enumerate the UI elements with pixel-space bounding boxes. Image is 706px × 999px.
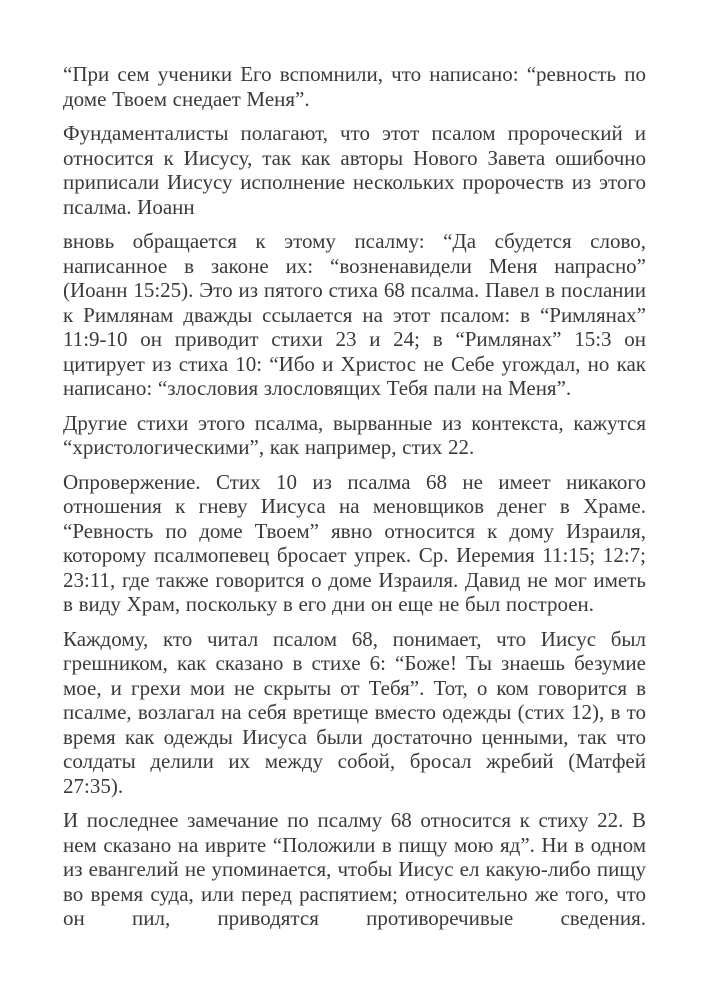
paragraph-7: И последнее замечание по псалму 68 относится к стиху 22. В нем сказано на иврите “Положили в пищу мою яд”. Ни в одном из евангелий не упоминается, чтобы Иисус ел какую-либо пищу во время суда, или перед распятием; относительно же того, что он пил, приводятся противоречивые сведения. (63, 808, 646, 930)
paragraph-6: Каждому, кто читал псалом 68, понимает, что Иисус был грешником, как сказано в стихе 6: “Боже! Ты знаешь безумие мое, и грехи мои не скрыты от Тебя”. Тот, о ком говорится в псалме, возлагал на себя вретище вместо одежды (стих 12), в то время как одежды Иисуса были достаточно ценными, так что солдаты делили их между собой, бросал жребий (Матфей 27:35). (63, 626, 646, 798)
paragraph-3: вновь обращается к этому псалму: “Да сбудется слово, написанное в законе их: “возненавидели Меня напрасно” (Иоанн 15:25). Это из пятого стиха 68 псалма. Павел в послании к Римлянам дважды ссылается на этот псалом: в “Римлянах” 11:9-10 он приводит стихи 23 и 24; в “Римлянах” 15:3 он цитирует из стиха 10: “Ибо и Христос не Себе угождал, но как написано: “злословия злословящих Тебя пали на Меня”. (63, 229, 646, 400)
paragraph-4: Другие стихи этого псалма, вырванные из контекста, кажутся “христологическими”, как например, стих 22. (63, 410, 646, 459)
paragraph-5: Опровержение. Стих 10 из псалма 68 не имеет никакого отношения к гневу Иисуса на меновщиков денег в Храме. “Ревность по доме Твоем” явно относится к дому Израиля, которому псалмопевец бросает упрек. Ср. Иеремия 11:15; 12:7; 23:11, где также говорится о доме Израиля. Давид не мог иметь в виду Храм, поскольку в его дни он еще не был построен. (63, 469, 646, 616)
paragraph-2: Фундаменталисты полагают, что этот псалом пророческий и относится к Иисусу, так как авторы Нового Завета ошибочно приписали Иисусу исполнение нескольких пророчеств из этого псалма. Иоанн (63, 121, 646, 219)
paragraph-1: “При сем ученики Его вспомнили, что написано: “ревность по доме Твоем снедает Меня”. (63, 62, 646, 111)
